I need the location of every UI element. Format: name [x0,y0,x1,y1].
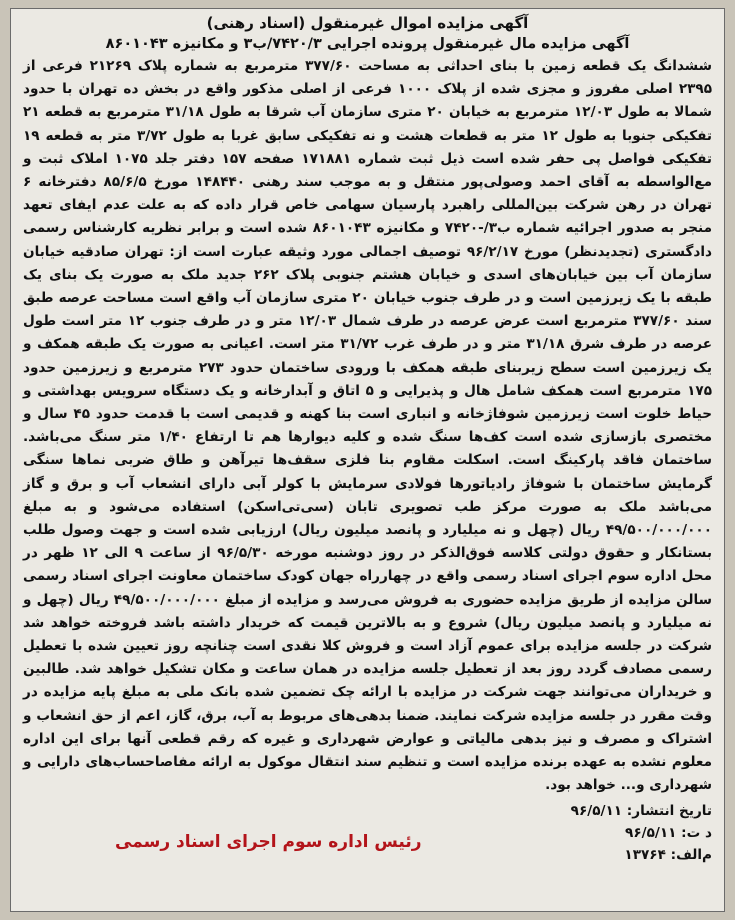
auction-notice [10,8,725,912]
notice-subtitle: آگهی مزایده مال غیرمنقول پرونده اجرایی ۷۴۲۰/۳/ب۳ و مکانیزه ۸۶۰۱۰۴۳ [105,36,630,52]
notice-title: آگهی مزایده اموال غیرمنقول (اسناد رهنی) [206,14,529,32]
publish-date: تاریخ انتشار: ۹۶/۵/۱۱ [570,802,712,819]
footer-details [571,800,712,866]
notice-footer [23,800,712,896]
notice-body: ششدانگ یک قطعه زمین با بنای احداثی به مساحت ۳۷۷/۶۰ مترمربع به شماره پلاک ۲۱۲۶۹ فرعی از ۲۳۹۵ اصلی مفروز و مجزی شده از پلاک ۱۰۰۰ فرعی از اصلی مذکور واقع در بخش ده تهران با حدود شمالا به طول ۱۲/۰۳ مترمربع به خیابان ۲۰ متری سازمان آب شرقا به طول ۳۱/۱۸ مترمربع به قطعه ۲۱ تفکیکی جنوبا به طول ۱۲ متر به قطعات هشت و نه تفکیکی سابق غربا به طول ۳/۷۲ متر به قطعه ۱۹ تفکیکی فواصل پی حفر شده است ذیل ثبت شماره ۱۷۱۸۸۱ صفحه ۱۵۷ دفتر جلد ۱۰۷۵ املاک ثبت و مع‌الواسطه به آقای احمد وصولی‌پور منتقل و به موجب سند رهنی ۱۴۸۴۴۰ مورخ ۸۵/۶/۵ دفترخانه ۶ تهران در رهن شرکت بین‌المللی راهبرد پارسیان سهامی خاص قرار داده که به علت عدم ایفای تعهد منجر به صدور اجرائیه شماره ب۳/-۷۴۲۰ و مکانیزه ۸۶۰۱۰۴۳ شده است و برابر نظریه کارشناس رسمی دادگستری (تجدیدنظر) مورخ ۹۶/۲/۱۷ توصیف اجمالی مورد وثیقه عبارت است از: تهران صادقیه خیابان سازمان آب بین خیابان‌های اسدی و خیابان هشتم جنوبی پلاک ۲۶۲ جدید ملک به صورت یک بنای یک طبقه با یک زیرزمین است و در طرف جنوب خیابان ۲۰ متری سازمان آب واقع است مساحت عرصه طبق سند ۳۷۷/۶۰ مترمربع است عرض عرصه در طرف شمال ۱۲/۰۳ متر و در طرف جنوب ۱۲ متر است طول عرصه در طرف شرق ۳۱/۱۸ متر و در طرف غرب ۳۱/۷۲ متر است. اعیانی به صورت یک طبقه همکف و یک زیرزمین است سطح زیربنای طبقه همکف با ورودی ساختمان حدود ۲۷۳ مترمربع و زیرزمین حدود ۱۷۵ مترمربع است همکف شامل هال و پذیرایی و ۵ اتاق و آبدارخانه و یک دستگاه سرویس بهداشتی و حیاط خلوت است زیرزمین شوفاژخانه و انباری است بنا کهنه و قدیمی است با قدمت حدود ۴۵ سال و مختصری بازسازی شده است کف‌ها سنگ شده و کلیه دیوارها هم تا ارتفاع ۱/۴۰ متر سنگ می‌باشد. ساختمان فاقد پارکینگ است. اسکلت مقاوم بنا فلزی سقف‌ها تیرآهن و طاق ضربی نماها سنگی گرمایش ساختمان با شوفاژ رادیاتورها فولادی سرمایش با کولر آبی دارای انشعاب آب و برق و گاز می‌باشد ملک به صورت مرکز طب تصویری تابان (سی‌تی‌اسکن) استفاده می‌شود و به مبلغ ۴۹/۵۰۰/۰۰۰/۰۰۰ ریال (چهل و نه میلیارد و پانصد میلیون ریال) ارزیابی شده است و جهت وصول طلب بستانکار و حقوق دولتی کلاسه فوق‌الذکر در روز دوشنبه مورخه ۹۶/۵/۳۰ از ساعت ۹ الی ۱۲ ظهر در محل اداره سوم اجرای اسناد رسمی واقع در چهارراه جهان کودک ساختمان معاونت اجرای اسناد رسمی سالن مزایده از طریق مزایده حضوری به فروش می‌رسد و مزایده از مبلغ ۴۹/۵۰۰/۰۰۰/۰۰۰ ریال (چهل و نه میلیارد و پانصد میلیون ریال) شروع و به بالاترین قیمت که خریدار داشته باشد فروخته خواهد شد شرکت در جلسه مزایده برای عموم آزاد است و فروش کلا نقدی است چنانچه روز تعیین شده با تعطیل رسمی مصادف گردد روز بعد از تعطیل جلسه مزایده در همان ساعت و مکان تشکیل خواهد شد. طالبین و خریداران می‌توانند جهت شرکت در مزایده با ارائه چک تضمین شده بانک ملی به مبلغ پایه مزایده در وقت مقرر در جلسه مزایده شرکت نمایند. ضمنا بدهی‌های مربوط به آب، برق، گاز، اعم از حق انشعاب و اشتراک و مصرف و نیز بدهی مالیاتی و عوارض شهرداری و غیره که رقم قطعی آنها برای این اداره معلوم نشده به عهده برنده مزایده است و تنظیم سند انتقال موکول به ارائه مفاصاحساب‌های دارایی و شهرداری و... خواهد بود. [23,58,713,794]
signature: رئیس اداره سوم اجرای اسناد رسمی [115,831,422,852]
maalef-number: م‌الف: ۱۳۷۶۴ [624,846,712,863]
dt-date: د ت: ۹۶/۵/۱۱ [625,824,712,841]
